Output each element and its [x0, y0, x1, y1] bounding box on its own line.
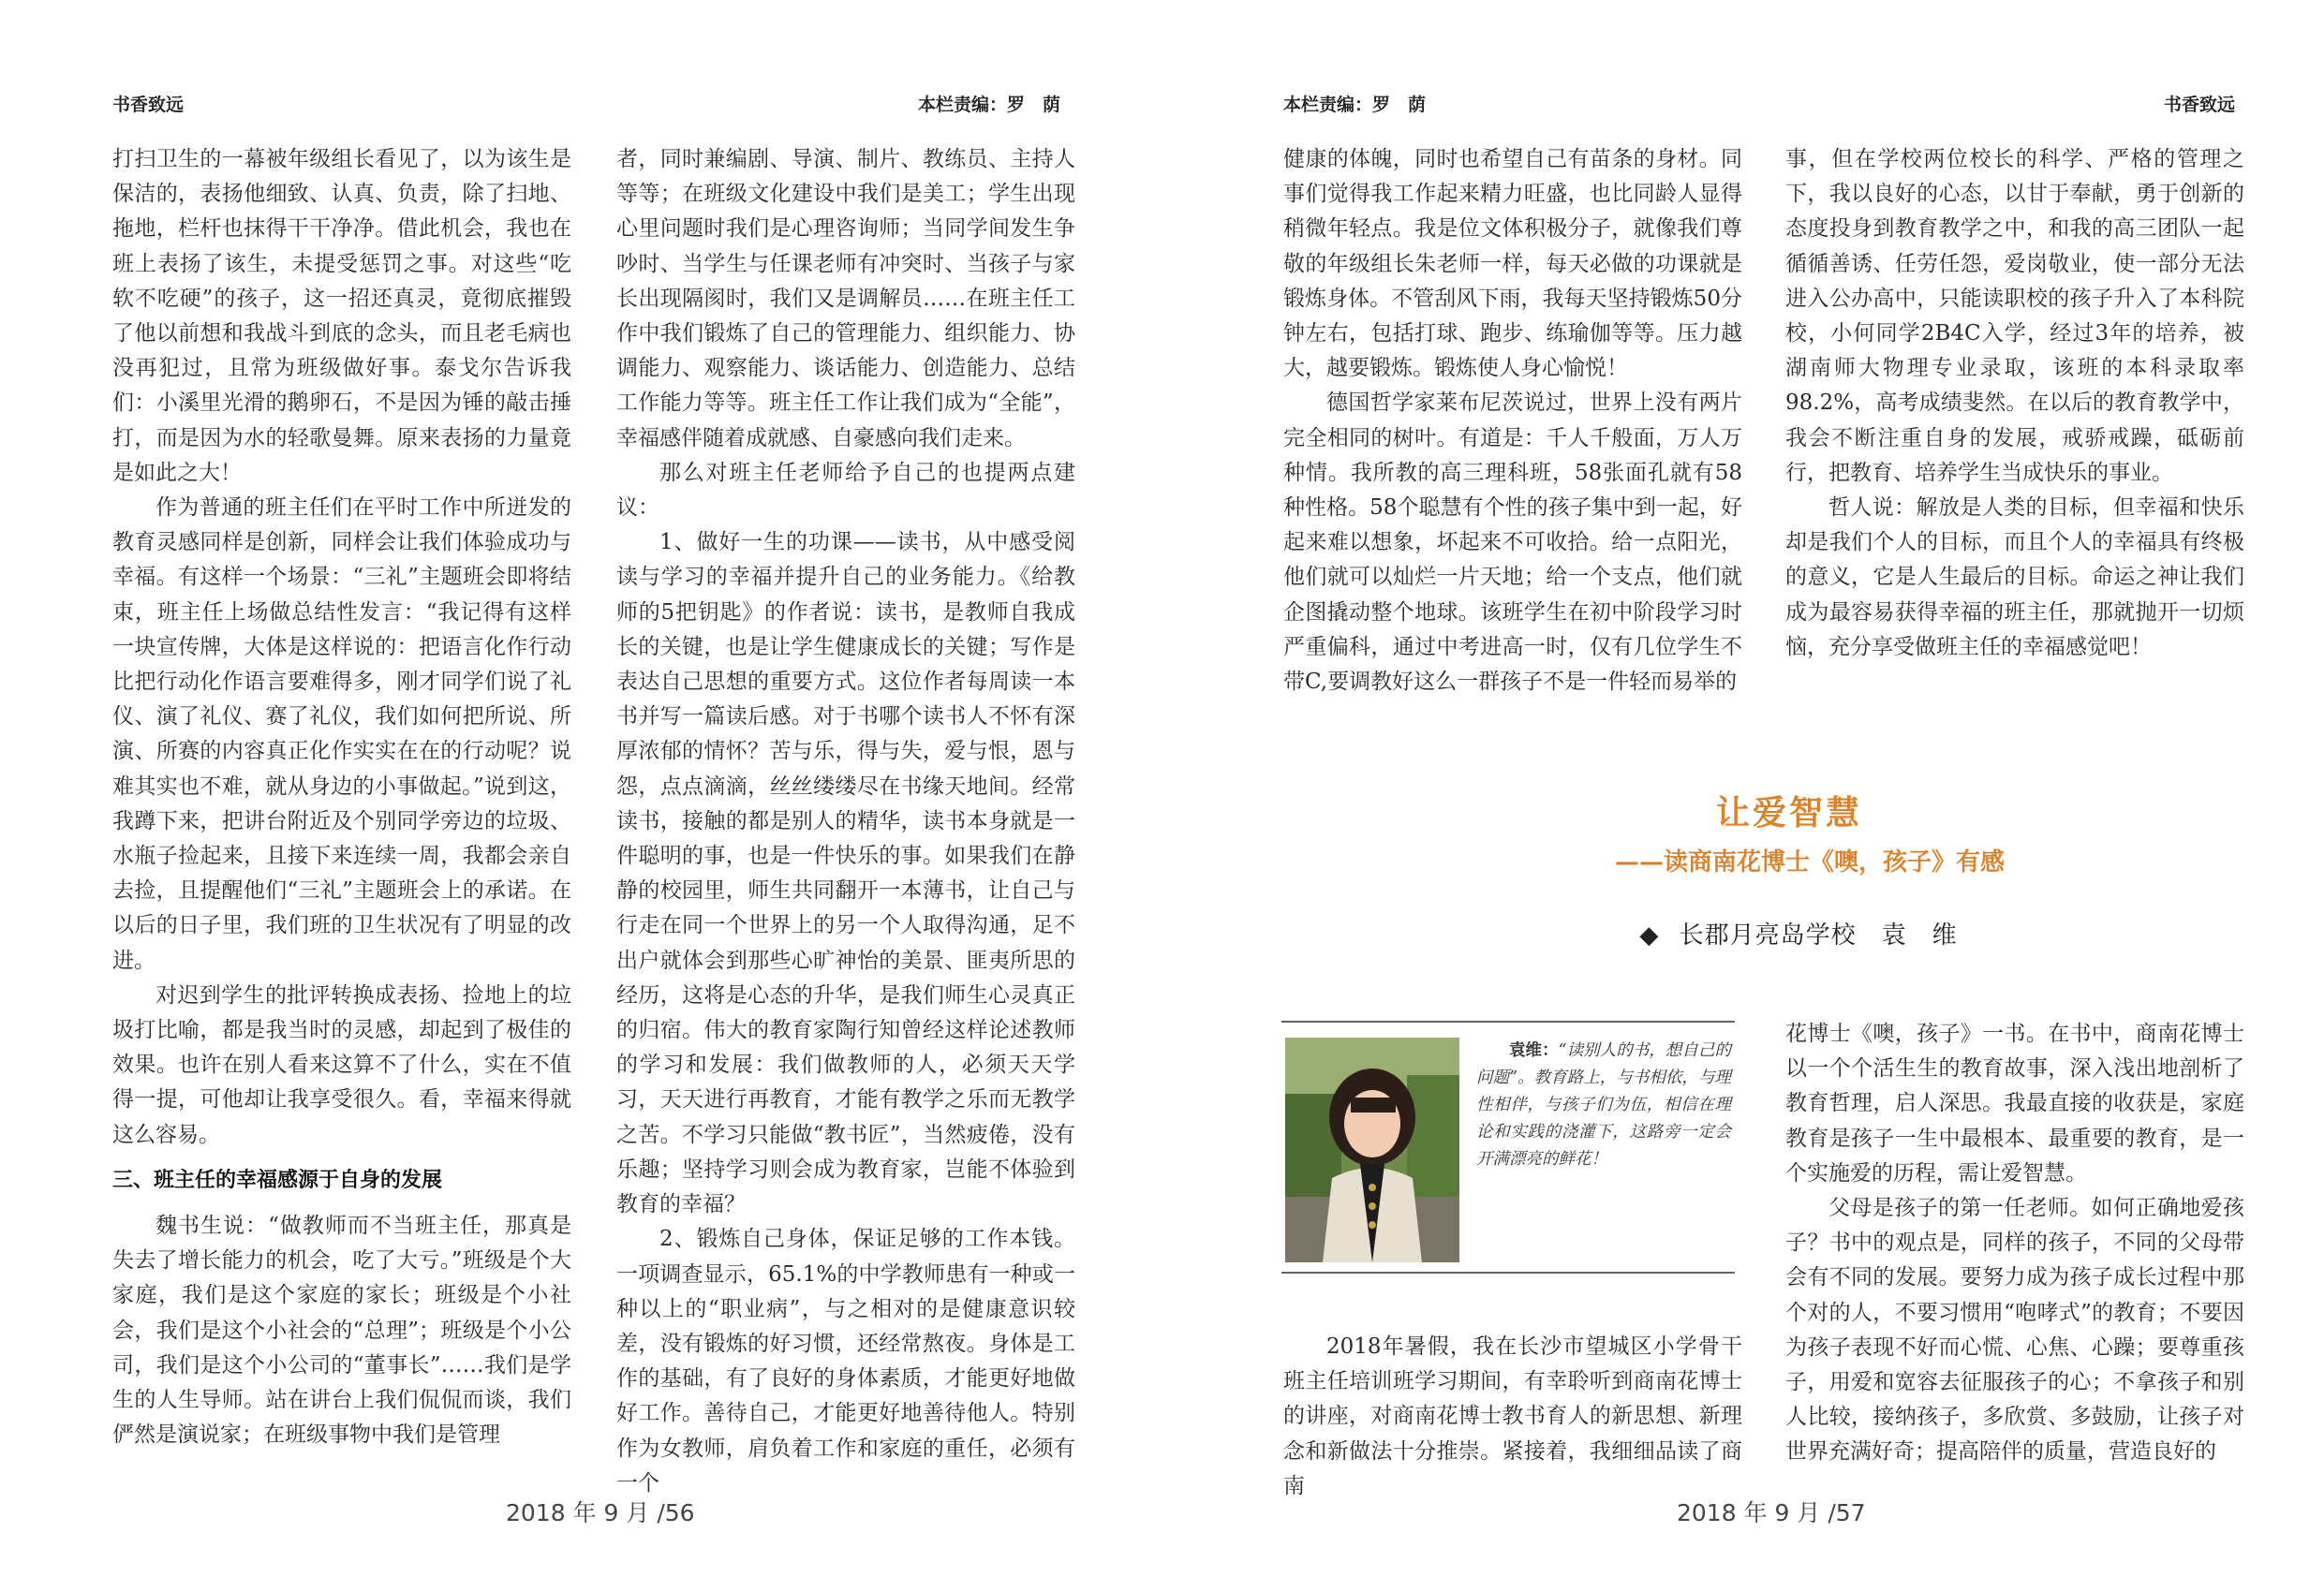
- author-portrait: [1285, 1038, 1459, 1262]
- right-page-column-1: [1283, 142, 1742, 704]
- left-page-folio: 2018 年 9 月 /56: [506, 1499, 695, 1526]
- paragraph: 健康的体魄，同时也希望自己有苗条的身材。同事们觉得我工作起来精力旺盛，也比同龄人显得稍微年轻点。我是位文体积极分子，就像我们尊敬的年级组长朱老师一样，每天必做的功课就是锻炼身体。不管刮风下雨，我每天坚持锻炼50分钟左右，包括打球、跑步、练瑜伽等等。压力越大，越要锻炼。锻炼使人身心愉悦！: [1283, 147, 1742, 381]
- paragraph: 魏书生说：“做教师而不当班主任，那真是失去了增长能力的机会，吃了大亏。”班级是个大家庭，我们是这个家庭的家长；班级是个小社会，我们是这个小社会的“总理”；班级是个小公司，我们是这个小公司的“董事长”……我们是学生的人生导师。站在讲台上我们侃侃而谈，我们俨然是演说家；在班级事物中我们是管理: [112, 1213, 571, 1448]
- paragraph: 德国哲学家莱布尼茨说过，世界上没有两片完全相同的树叶。有道是：千人千般面，万人万种情。我所教的高三理科班，58张面孔就有58种性格。58个聪慧有个性的孩子集中到一起，好起来难以想象，坏起来不可收拾。给一点阳光，他们就可以灿烂一片天地；给一个支点，他们就企图撬动整个地球。该班学生在初中阶段学习时严重偏科，通过中考进高一时，仅有几位学生不带C,要调教好这么一群孩子不是一件轻而易举的: [1283, 391, 1742, 695]
- diamond-bullet-icon: ◆: [1639, 921, 1660, 950]
- paragraph: 事，但在学校两位校长的科学、严格的管理之下，我以良好的心态，以甘于奉献，勇于创新的态度投身到教育教学之中，和我的高三团队一起循循善诱、任劳任怨，爱岗敬业，使一部分无法进入公办高中，只能读职校的孩子升入了本科院校，小何同学2B4C入学，经过3年的培养，被湖南师大物理专业录取，该班的本科录取率98.2%，高考成绩斐然。在以后的教育教学中，我会不断注重自身的发展，戒骄戒躁，砥砺前行，把教育、培养学生当成快乐的事业。: [1785, 147, 2244, 485]
- article-author-line: [1583, 916, 2014, 951]
- article-title: 让爱智慧: [1715, 793, 1862, 833]
- paragraph: 父母是孩子的第一任老师。如何正确地爱孩子？书中的观点是，同样的孩子，不同的父母带会有不同的发展。要努力成为孩子成长过程中那个对的人，不要习惯用“咆哮式”的教育；不要因为孩子表现不好而心慌、心焦、心躁；要尊重孩子，用爱和宽容去征服孩子的心；不拿孩子和别人比较，接纳孩子，多欣赏、多鼓励，让孩子对世界充满好奇；提高陪伴的质量，营造良好的: [1785, 1196, 2244, 1465]
- right-running-head-left: 本栏责编：罗 荫: [1283, 95, 1427, 115]
- article-subtitle: ——读商南花博士《噢，孩子》有感: [1614, 848, 2005, 877]
- bio-quote: “读别人的书，想自己的问题”。教育路上，与书相依，与理性相伴，与孩子们为伍，相信在理论和实践的浇灌下，这路旁一定会开满漂亮的鲜花！: [1476, 1041, 1732, 1169]
- paragraph: 那么对班主任老师给予自己的也提两点建议：: [616, 460, 1075, 521]
- paragraph: 者，同时兼编剧、导演、制片、教练员、主持人等等；在班级文化建设中我们是美工；学生出现心里问题时我们是心理咨询师；当同学间发生争吵时、当学生与任课老师有冲突时、当孩子与家长出现隔阂时，我们又是调解员……在班主任工作中我们锻炼了自己的管理能力、组织能力、协调能力、观察能力、谈话能力、创造能力、总结工作能力等等。班主任工作让我们成为“全能”，幸福感伴随着成就感、自豪感向我们走来。: [616, 147, 1075, 450]
- paragraph: 1、做好一生的功课——读书，从中感受阅读与学习的幸福并提升自己的业务能力。《给教师的5把钥匙》的作者说：读书，是教师自我成长的关键，也是让学生健康成长的关键；写作是表达自己思想的重要方式。这位作者每周读一本书并写一篇读后感。对于书哪个读书人不怀有深厚浓郁的情怀？苦与乐，得与失，爱与恨，恩与怨，点点滴滴，丝丝缕缕尽在书缘天地间。经常读书，接触的都是别人的精华，读书本身就是一件聪明的事，也是一件快乐的事。如果我们在静静的校园里，师生共同翻开一本薄书，让自己与行走在同一个世界上的另一个人取得沟通，足不出户就体会到那些心旷神怡的美景、匪夷所思的经历，这将是心态的升华，是我们师生心灵真正的归宿。伟大的教育家陶行知曾经这样论述教师的学习和发展：我们做教师的人，必须天天学习，天天进行再教育，才能有教学之乐而无教学之苦。不学习只能做“教书匠”，当然疲倦，没有乐趣；坚持学习则会成为教育家，岂能不体验到教育的幸福？: [616, 530, 1075, 1217]
- right-running-head-right: 书香致远: [2164, 95, 2236, 115]
- paragraph: 对迟到学生的批评转换成表扬、捡地上的垃圾打比喻，都是我当时的灵感，却起到了极佳的效果。也许在别人看来这算不了什么，实在不值得一提，可他却让我享受很久。看，幸福来得就这么容易。: [112, 982, 571, 1147]
- author-name: 长郡月亮岛学校 袁 维: [1679, 921, 1958, 950]
- article-column-1: [1283, 1330, 1742, 1498]
- article-column-2: [1785, 1017, 2244, 1470]
- left-running-head-right: 本栏责编：罗 荫: [918, 95, 1061, 115]
- paragraph: 花博士《噢，孩子》一书。在书中，商南花博士以一个个活生生的教育故事，深入浅出地剖析了教育哲理，启人深思。我最直接的收获是，家庭教育是孩子一生中最根本、最重要的教育，是一个实施爱的历程，需让爱智慧。: [1785, 1022, 2244, 1186]
- left-running-head-left: 书香致远: [112, 95, 185, 115]
- right-page-column-2: [1785, 142, 2244, 704]
- paragraph: 哲人说：解放是人类的目标，但幸福和快乐却是我们个人的目标，而且个人的幸福具有终极的意义，它是人生最后的目标。命运之神让我们成为最容易获得幸福的班主任，那就抛开一切烦恼，充分享受做班主任的幸福感觉吧！: [1785, 495, 2244, 659]
- paragraph: 作为普通的班主任们在平时工作中所迸发的教育灵感同样是创新，同样会让我们体验成功与幸福。有这样一个场景：“三礼”主题班会即将结束，班主任上场做总结性发言：“我记得有这样一块宣传牌，大体是这样说的：把语言化作行动比把行动化作语言要难得多，刚才同学们说了礼仪、演了礼仪、赛了礼仪，我们如何把所说、所演、所赛的内容真正化作实实在在的行动呢？说难其实也不难，就从身边的小事做起。”说到这，我蹲下来，把讲台附近及个别同学旁边的垃圾、水瓶子捡起来，且接下来连续一周，我都会亲自去捡，且提醒他们“三礼”主题班会上的承诺。在以后的日子里，我们班的卫生状况有了明显的改进。: [112, 495, 571, 973]
- paragraph: 2、锻炼自己身体，保证足够的工作本钱。一项调查显示，65.1%的中学教师患有一种或一种以上的“职业病”，与之相对的是健康意识较差，没有锻炼的好习惯，还经常熬夜。身体是工作的基础，有了良好的身体素质，才能更好地做好工作。善待自己，才能更好地善待他人。特别作为女教师，肩负着工作和家庭的重任，必须有一个: [616, 1227, 1075, 1496]
- left-page-column-1: [112, 142, 571, 1463]
- paragraph: 打扫卫生的一幕被年级组长看见了，以为该生是保洁的，表扬他细致、认真、负责，除了扫地、拖地，栏杆也抹得干干净净。借此机会，我也在班上表扬了该生，未提受惩罚之事。对这些“吃软不吃硬”的孩子，这一招还真灵，竟彻底摧毁了他以前想和我战斗到底的念头，而且老毛病也没再犯过，且常为班级做好事。泰戈尔告诉我们：小溪里光滑的鹅卵石，不是因为锤的敲击捶打，而是因为水的轻歌曼舞。原来表扬的力量竟是如此之大！: [112, 147, 571, 485]
- author-bio-text: [1476, 1038, 1731, 1173]
- paragraph: 2018年暑假，我在长沙市望城区小学骨干班主任培训班学习期间，有幸聆听到商南花博士的讲座，对商南花博士教书育人的新思想、新理念和新做法十分推崇。紧接着，我细细品读了商南: [1283, 1334, 1742, 1498]
- section-heading: 三、班主任的幸福感源于自身的发展: [112, 1168, 443, 1192]
- bio-name: 袁维：: [1509, 1041, 1559, 1060]
- left-page-column-2: [616, 142, 1075, 1496]
- right-page-folio: 2018 年 9 月 /57: [1677, 1499, 1866, 1526]
- author-bio-box: [1281, 1021, 1735, 1274]
